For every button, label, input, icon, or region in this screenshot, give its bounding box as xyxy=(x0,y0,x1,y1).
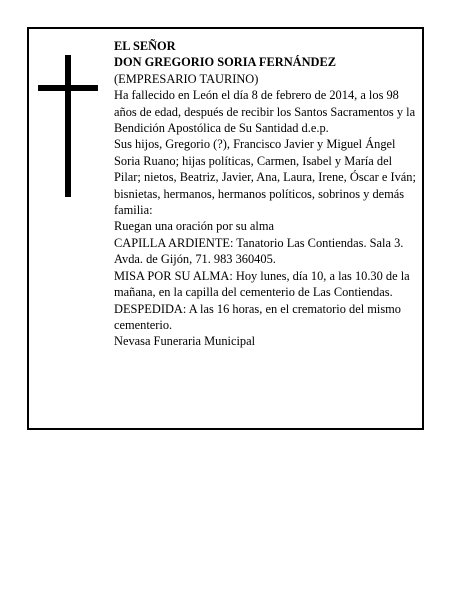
cross-vertical-bar xyxy=(65,55,71,197)
cross-horizontal-bar xyxy=(38,85,98,91)
funeral-home: Nevasa Funeraria Municipal xyxy=(114,334,256,349)
prayer-request: Ruegan una oración por su alma xyxy=(114,219,274,234)
chapel-info: CAPILLA ARDIENTE: Tanatorio Las Contiendas. Sala 3. Avda. de Gijón, 71. 983 360405. xyxy=(114,235,404,267)
latin-cross-icon xyxy=(38,55,98,197)
family-list: Sus hijos, Gregorio (?), Francisco Javier y Miguel Ángel Soria Ruano; hijas políticas, Carmen, Isabel y María del Pilar; nietos, Beatriz, Javier, Ana, Laura, Irene, Óscar e Iván; bisnietas, hermanos, hermanos políticos, sobrinos y demás familia: xyxy=(114,137,416,218)
obituary-text xyxy=(114,38,418,350)
mass-info: MISA POR SU ALMA: Hoy lunes, día 10, a las 10.30 de la mañana, en la capilla del cementerio de Las Contiendas. DESPEDIDA: A las 16 horas, en el crematorio del mismo cementerio. xyxy=(114,268,410,332)
notice-title: EL SEÑOR xyxy=(114,39,176,53)
deceased-occupation: (EMPRESARIO TAURINO) xyxy=(114,71,259,86)
deceased-name: DON GREGORIO SORIA FERNÁNDEZ xyxy=(114,55,337,70)
death-announcement: Ha fallecido en León el día 8 de febrero de 2014, a los 98 años de edad, después de recibir los Santos Sacramentos y la Bendición Apostólica de Su Santidad d.e.p. xyxy=(114,88,416,136)
